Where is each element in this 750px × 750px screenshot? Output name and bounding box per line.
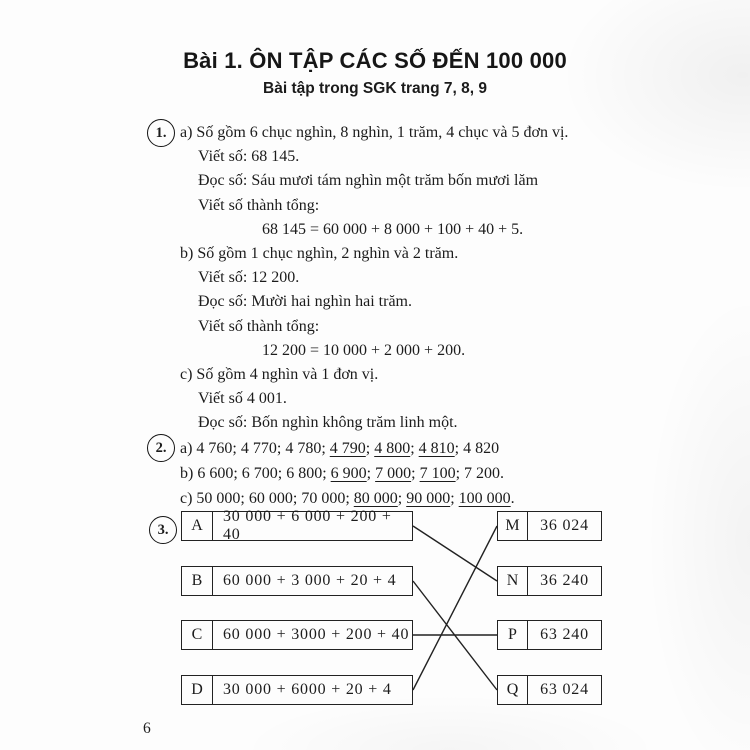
expression-box-b xyxy=(181,566,413,596)
lesson-title: Bài 1. ÔN TẬP CÁC SỐ ĐẾN 100 000 xyxy=(183,48,567,73)
text-line: 12 200 = 10 000 + 2 000 + 200. xyxy=(262,341,466,359)
value-box-q xyxy=(497,675,602,705)
sequence-text: ; xyxy=(450,490,459,507)
text-line: Đọc số: Sáu mươi tám nghìn một trăm bốn mươi lăm xyxy=(198,172,539,190)
expression-label: D xyxy=(182,676,213,704)
sequence-text: ; xyxy=(410,440,419,457)
value-label: M xyxy=(498,512,528,540)
problem-1-lines xyxy=(180,121,650,436)
expression-label: B xyxy=(182,567,213,595)
filled-answer: 100 000 xyxy=(458,490,511,507)
problem-number-1: 1. xyxy=(147,119,175,147)
page-number: 6 xyxy=(143,720,151,737)
value-label: N xyxy=(498,567,528,595)
expression-label: A xyxy=(182,512,213,540)
filled-answer: 4 810 xyxy=(418,440,455,457)
match-line-d-m xyxy=(413,526,497,690)
text-line: Đọc số: Bốn nghìn không trăm linh một. xyxy=(198,414,458,432)
text-line: Viết số: 68 145. xyxy=(198,148,300,166)
number-sequence-line xyxy=(180,461,650,486)
lesson-heading xyxy=(0,48,750,99)
text-line: Viết số 4 001. xyxy=(198,390,287,408)
expression-text: 30 000 + 6000 + 20 + 4 xyxy=(223,681,392,698)
filled-answer: 7 000 xyxy=(375,465,412,482)
problem-number-2: 2. xyxy=(147,434,175,462)
number-sequence-line xyxy=(180,436,650,461)
sequence-text: ; xyxy=(411,465,420,482)
sequence-text: b) 6 600; 6 700; 6 800; xyxy=(180,465,331,482)
value-label: P xyxy=(498,621,528,649)
sequence-text: c) 50 000; 60 000; 70 000; xyxy=(180,490,354,507)
value-text: 36 240 xyxy=(540,572,589,589)
filled-answer: 7 100 xyxy=(419,465,456,482)
expression-box-c xyxy=(181,620,413,650)
sequence-text: ; xyxy=(365,440,375,457)
expression-text: 30 000 + 6 000 + 200 + 40 xyxy=(223,508,392,543)
text-line: a) Số gồm 6 chục nghìn, 8 nghìn, 1 trăm, 4 chục và 5 đơn vị. xyxy=(180,124,569,141)
sequence-text: ; 4 820 xyxy=(454,440,500,457)
sequence-text: ; xyxy=(397,490,407,507)
expression-text: 60 000 + 3000 + 200 + 40 xyxy=(223,626,410,643)
filled-answer: 80 000 xyxy=(353,490,398,507)
sequence-text: . xyxy=(510,490,515,507)
filled-answer: 4 790 xyxy=(329,440,366,457)
text-line: Viết số thành tổng: xyxy=(198,317,320,335)
filled-answer: 6 900 xyxy=(330,465,367,482)
text-line: Viết số: 12 200. xyxy=(198,269,300,287)
text-line: b) Số gồm 1 chục nghìn, 2 nghìn và 2 trăm. xyxy=(180,245,459,263)
expression-label: C xyxy=(182,621,213,649)
match-line-b-q xyxy=(413,581,497,690)
value-label: Q xyxy=(498,676,528,704)
text-line: Viết số thành tổng: xyxy=(198,196,320,214)
text-line: Đọc số: Mười hai nghìn hai trăm. xyxy=(198,293,412,311)
match-line-a-n xyxy=(413,526,497,581)
text-line: c) Số gồm 4 nghìn và 1 đơn vị. xyxy=(180,366,379,384)
expression-box-a xyxy=(181,508,413,543)
problem-2-lines xyxy=(180,436,650,511)
value-box-n xyxy=(497,566,602,596)
expression-text: 60 000 + 3 000 + 20 + 4 xyxy=(223,572,397,589)
value-box-m xyxy=(497,511,602,541)
sequence-text: ; 7 200. xyxy=(455,465,505,482)
text-line: 68 145 = 60 000 + 8 000 + 100 + 40 + 5. xyxy=(262,220,524,238)
sequence-text: a) 4 760; 4 770; 4 780; xyxy=(180,440,330,457)
problem-number-3: 3. xyxy=(149,516,177,544)
value-text: 36 024 xyxy=(540,517,589,534)
value-box-p xyxy=(497,620,602,650)
value-text: 63 024 xyxy=(540,681,589,698)
lesson-subtitle: Bài tập trong SGK trang 7, 8, 9 xyxy=(263,80,487,97)
value-text: 63 240 xyxy=(540,626,589,643)
sequence-text: ; xyxy=(366,465,376,482)
expression-box-d xyxy=(181,675,413,705)
filled-answer: 90 000 xyxy=(406,490,451,507)
filled-answer: 4 800 xyxy=(374,440,411,457)
